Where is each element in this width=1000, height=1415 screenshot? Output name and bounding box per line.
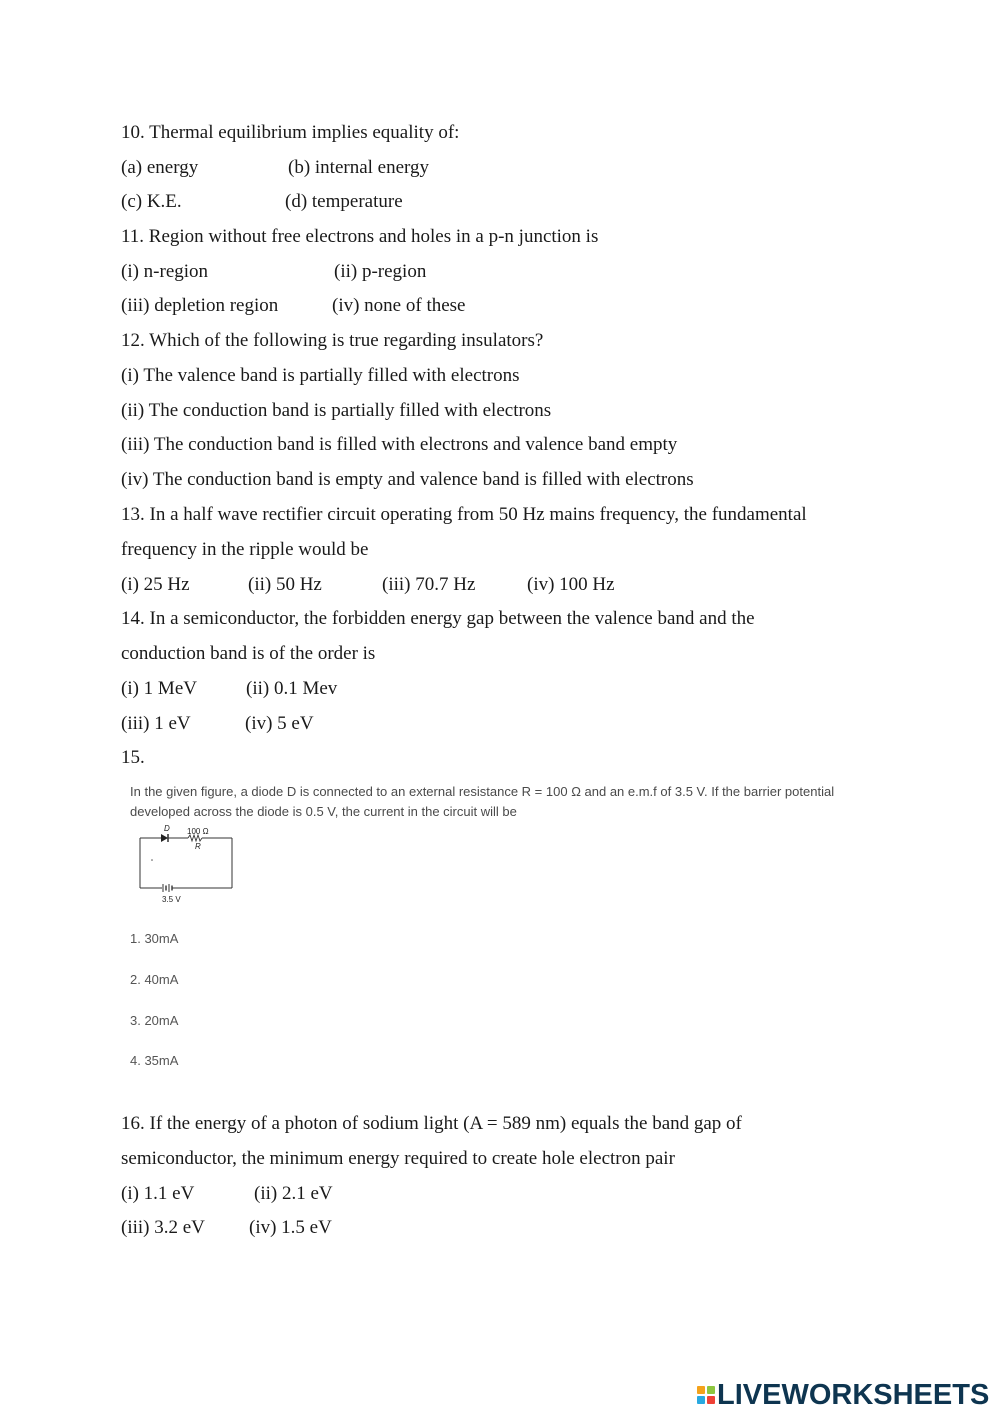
q10-option-a: (a) energy: [121, 157, 199, 178]
q15-choice-4: 4. 35mA: [130, 1053, 179, 1068]
q12-option-ii: (ii) The conduction band is partially filled with electrons: [121, 400, 552, 421]
q11-option-ii: (ii) p-region: [334, 261, 427, 282]
q13-option-i: (i) 25 Hz: [121, 574, 190, 595]
logo-square-1: [697, 1386, 705, 1394]
q15-circuit-diagram: [128, 822, 238, 908]
q15-choice-3: 3. 20mA: [130, 1013, 179, 1028]
q13-question-line2: frequency in the ripple would be: [121, 539, 369, 560]
diode-symbol: [161, 834, 168, 842]
q11-option-i: (i) n-region: [121, 261, 209, 282]
liveworksheets-logo[interactable]: [697, 1375, 989, 1415]
q15-choice-2: 2. 40mA: [130, 972, 179, 987]
resistor-label: R: [195, 842, 201, 851]
logo-square-2: [707, 1386, 715, 1394]
q13-option-iii: (iii) 70.7 Hz: [382, 574, 476, 595]
q11-option-iv: (iv) none of these: [332, 295, 466, 316]
q14-question-line1: 14. In a semiconductor, the forbidden energy gap between the valence band and the: [121, 608, 755, 629]
q16-option-i: (i) 1.1 eV: [121, 1183, 195, 1204]
q12-question: 12. Which of the following is true regarding insulators?: [121, 330, 544, 351]
resistor-value-label: 100 Ω: [187, 827, 209, 836]
q15-text-line1: In the given figure, a diode D is connected to an external resistance R = 100 Ω and an e.m.f of 3.5 V. If the barrier potential: [130, 784, 835, 799]
dot-mark: [151, 859, 153, 861]
q11-question: 11. Region without free electrons and holes in a p-n junction is: [121, 226, 599, 247]
q10-option-b: (b) internal energy: [288, 157, 430, 178]
q14-question-line2: conduction band is of the order is: [121, 643, 376, 664]
logo-square-3: [697, 1396, 705, 1404]
q13-option-ii: (ii) 50 Hz: [248, 574, 322, 595]
q16-question-line1: 16. If the energy of a photon of sodium light (A = 589 nm) equals the band gap of: [121, 1113, 742, 1134]
q14-option-ii: (ii) 0.1 Mev: [246, 678, 338, 699]
diode-label: D: [164, 824, 170, 833]
q14-option-i: (i) 1 MeV: [121, 678, 197, 699]
q16-option-ii: (ii) 2.1 eV: [254, 1183, 333, 1204]
q13-question-line1: 13. In a half wave rectifier circuit operating from 50 Hz mains frequency, the fundamental: [121, 504, 807, 525]
q14-option-iv: (iv) 5 eV: [245, 713, 314, 734]
liveworksheets-logo-icon: [697, 1386, 715, 1404]
q10-option-c: (c) K.E.: [121, 191, 182, 212]
logo-square-4: [707, 1396, 715, 1404]
q15-choice-1: 1. 30mA: [130, 931, 179, 946]
q16-option-iii: (iii) 3.2 eV: [121, 1217, 205, 1238]
q12-option-iii: (iii) The conduction band is filled with electrons and valence band empty: [121, 434, 678, 455]
q11-option-iii: (iii) depletion region: [121, 295, 279, 316]
battery-label: 3.5 V: [162, 895, 181, 904]
q15-number: 15.: [121, 747, 145, 768]
q10-question: 10. Thermal equilibrium implies equality of:: [121, 122, 460, 143]
q16-option-iv: (iv) 1.5 eV: [249, 1217, 332, 1238]
q13-option-iv: (iv) 100 Hz: [527, 574, 615, 595]
q10-option-d: (d) temperature: [285, 191, 403, 212]
liveworksheets-brand-text: LIVEWORKSHEETS: [717, 1378, 990, 1411]
q12-option-i: (i) The valence band is partially filled with electrons: [121, 365, 520, 386]
q12-option-iv: (iv) The conduction band is empty and valence band is filled with electrons: [121, 469, 694, 490]
q14-option-iii: (iii) 1 eV: [121, 713, 191, 734]
q16-question-line2: semiconductor, the minimum energy required to create hole electron pair: [121, 1148, 675, 1169]
q15-text-line2: developed across the diode is 0.5 V, the current in the circuit will be: [130, 804, 517, 819]
